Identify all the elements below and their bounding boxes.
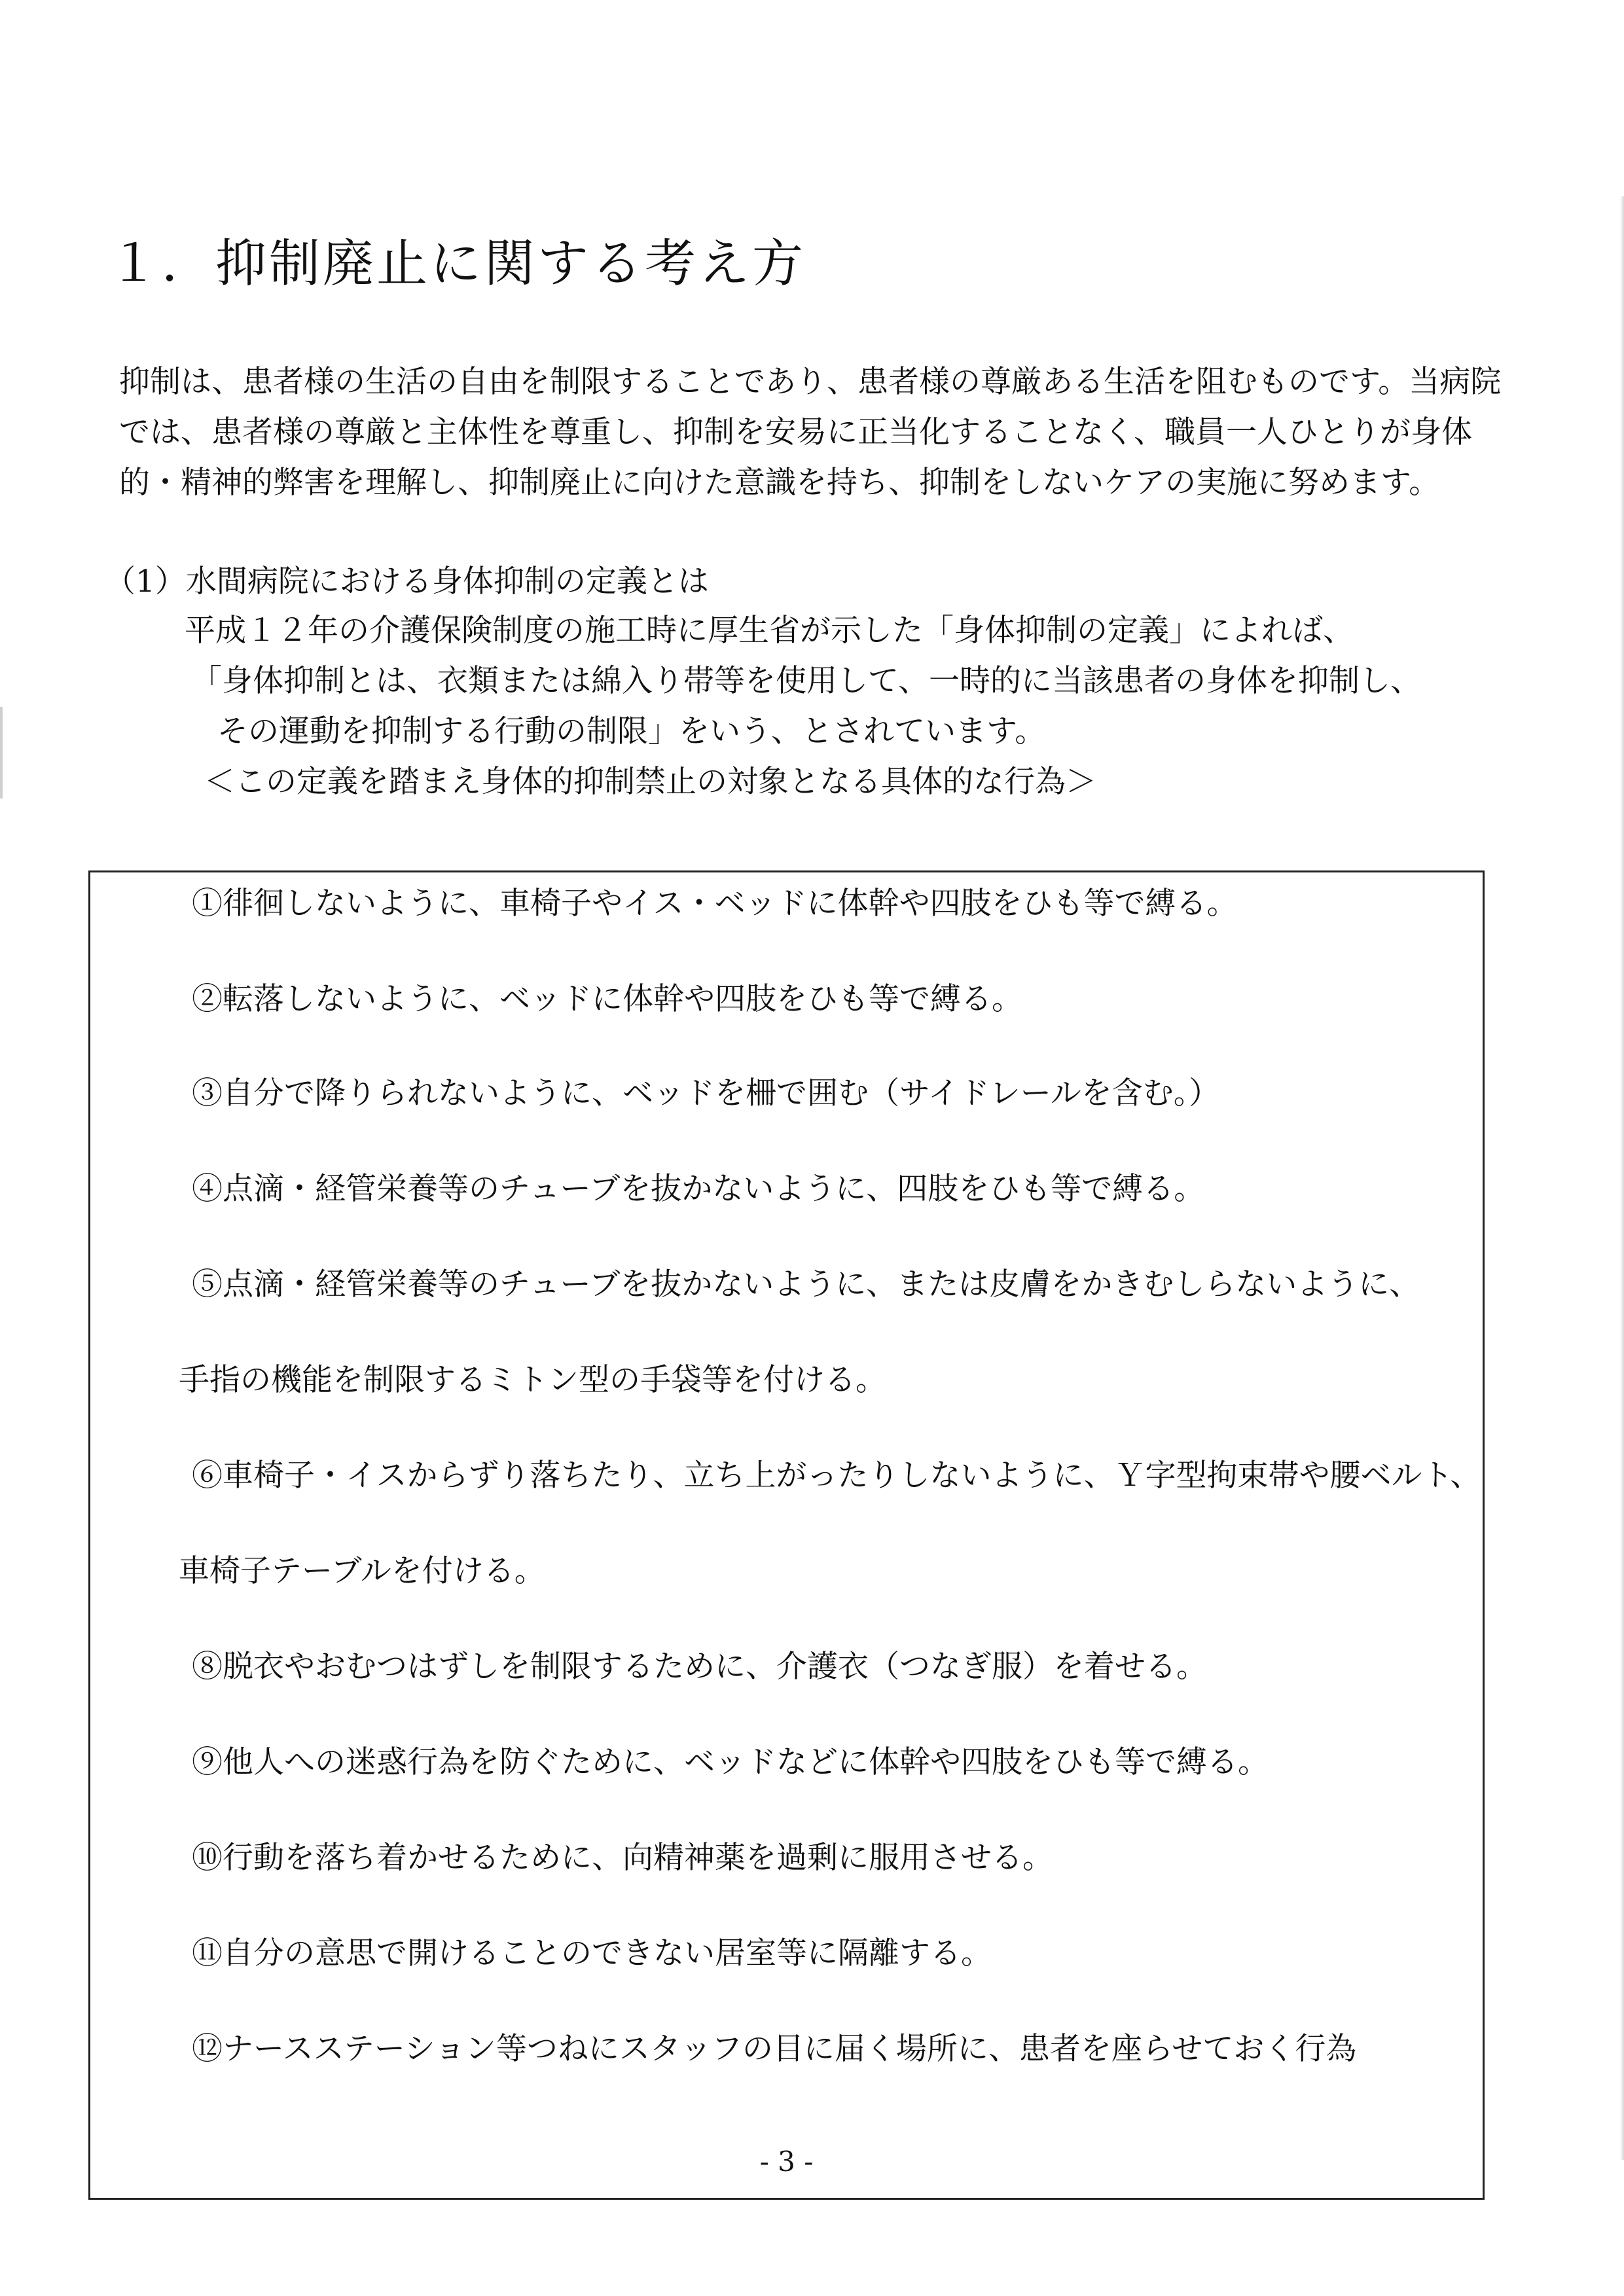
list-item-continuation: 手指の機能を制限するミトン型の手袋等を付ける。 — [179, 1362, 886, 1398]
definition-line: 「身体抑制とは、衣類または綿入り帯等を使用して、一時的に当該患者の身体を抑制し、 — [191, 663, 1422, 699]
restraint-acts-box — [88, 870, 1485, 2200]
intro-paragraph: 抑制は、患者様の生活の自由を制限することであり、患者様の尊厳ある生活を阻むものです。当病院では、患者様の尊厳と主体性を尊重し、抑制を安易に正当化することなく、職員一人ひとりが身体的・精神的弊害を理解し、抑制廃止に向けた意識を持ち、抑制をしないケアの実施に努めます。 — [119, 364, 1502, 501]
list-item: ⑨他人への迷惑行為を防ぐために、ベッドなどに体幹や四肢をひも等で縛る。 — [192, 1744, 1269, 1780]
list-item: ⑥車椅子・イスからずり落ちたり、立ち上がったりしないように、Ｙ字型拘束帯や腰ベルト、 — [192, 1458, 1481, 1494]
subsection-heading: （1）水間病院における身体抑制の定義とは — [105, 564, 709, 600]
definition-line: 平成１２年の介護保険制度の施工時に厚生省が示した「身体抑制の定義」によれば、 — [185, 613, 1354, 649]
definition-subtitle: ＜この定義を踏まえ身体的抑制禁止の対象となる具体的な行為＞ — [204, 764, 1096, 800]
list-item: ⑫ナースステーション等つねにスタッフの目に届く場所に、患者を座らせておく行為 — [192, 2031, 1357, 2067]
list-item: ②転落しないように、ベッドに体幹や四肢をひも等で縛る。 — [192, 981, 1022, 1017]
list-item: ⑩行動を落ち着かせるために、向精神薬を過剰に服用させる。 — [192, 1840, 1053, 1876]
section-title: １．抑制廃止に関する考え方 — [108, 234, 806, 293]
page-number: - 3 - — [759, 2145, 814, 2178]
list-item: ⑤点滴・経管栄養等のチューブを抜かないように、または皮膚をかきむしらないように、 — [192, 1266, 1420, 1302]
scan-margin-mark — [0, 707, 3, 798]
list-item-continuation: 車椅子テーブルを付ける。 — [179, 1553, 545, 1589]
list-item: ④点滴・経管栄養等のチューブを抜かないように、四肢をひも等で縛る。 — [192, 1171, 1205, 1207]
list-item: ⑧脱衣やおむつはずしを制限するために、介護衣（つなぎ服）を着せる。 — [192, 1649, 1207, 1685]
restraint-acts-list — [90, 872, 1483, 2198]
definition-block — [185, 605, 1421, 807]
list-item: ①徘徊しないように、車椅子やイス・ベッドに体幹や四肢をひも等で縛る。 — [192, 886, 1238, 922]
list-item: ⑪自分の意思で開けることのできない居室等に隔離する。 — [192, 1935, 992, 1971]
definition-line: その運動を抑制する行動の制限」をいう、とされています。 — [217, 713, 1046, 749]
scan-edge-shadow — [1620, 196, 1624, 2160]
list-item: ③自分で降りられないように、ベッドを柵で囲む（サイドレールを含む。） — [192, 1075, 1220, 1111]
